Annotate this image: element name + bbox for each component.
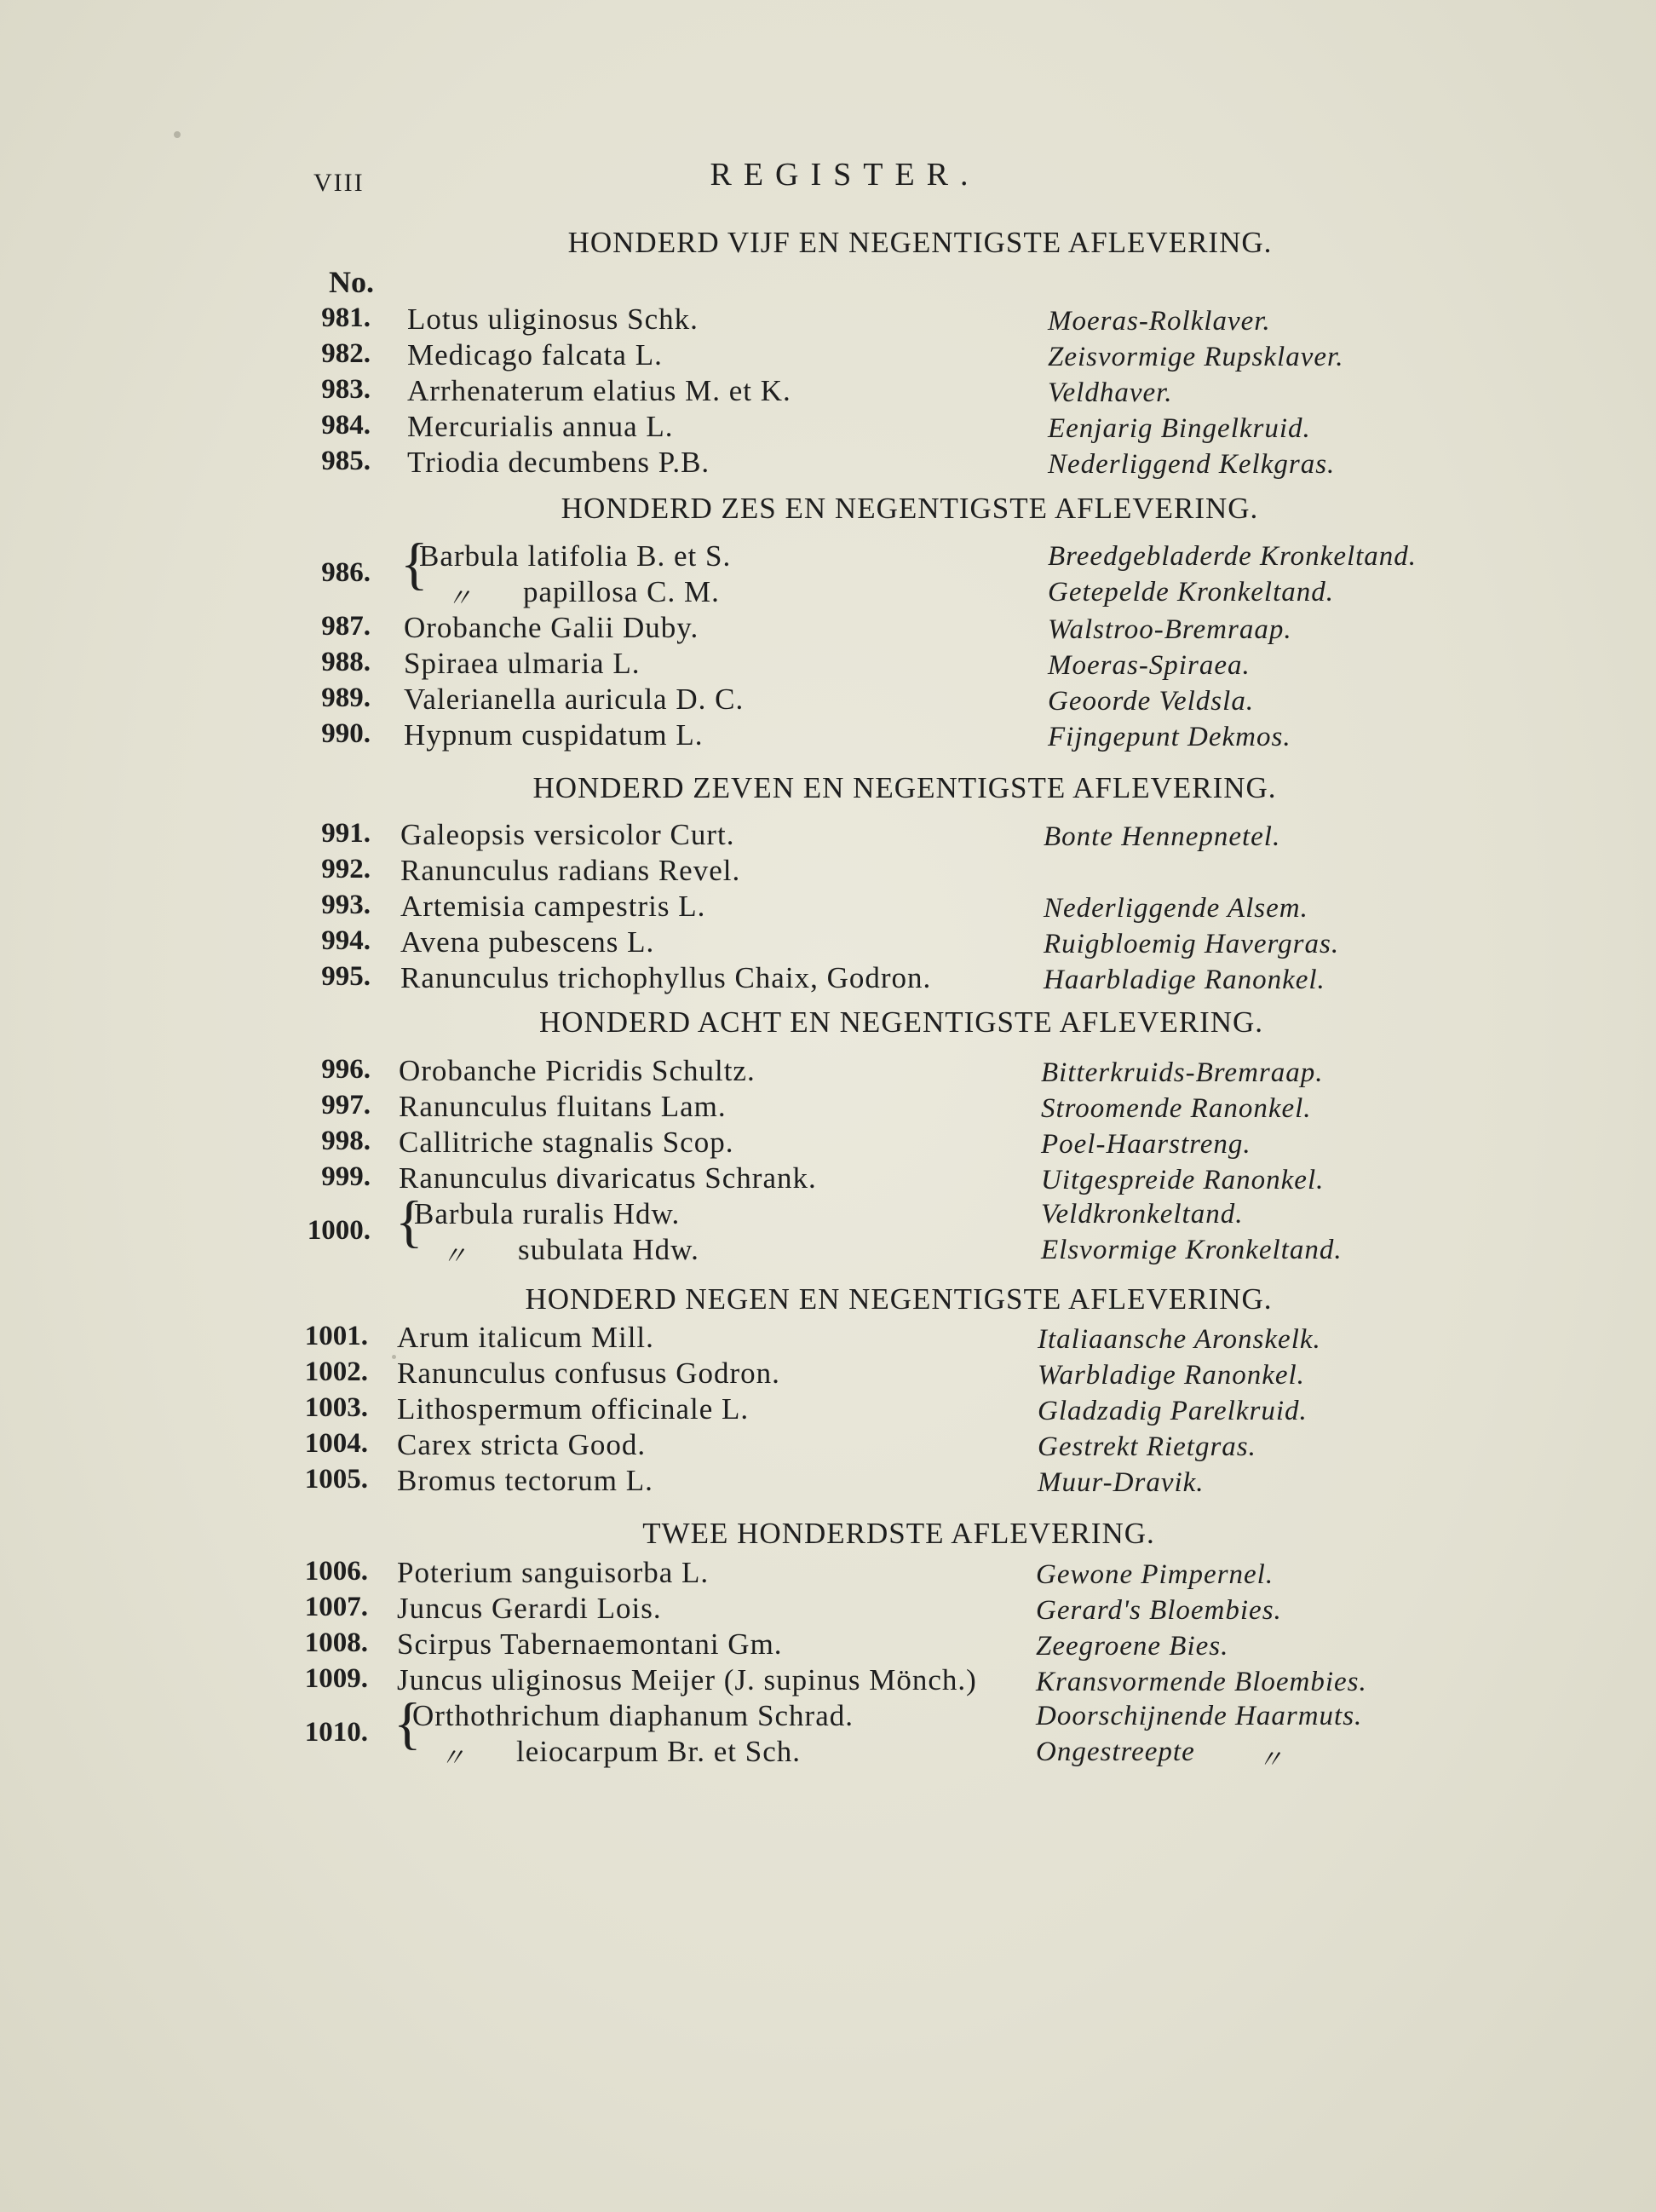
entry-number: 985. bbox=[321, 446, 371, 476]
latin-name: Galeopsis versicolor Curt. bbox=[400, 818, 735, 851]
dutch-name: Ongestreepte bbox=[1036, 1737, 1195, 1767]
latin-name: Ranunculus radians Revel. bbox=[400, 854, 741, 887]
entry-number: 998. bbox=[321, 1126, 371, 1156]
dutch-name: Kransvormende Bloembies. bbox=[1036, 1667, 1367, 1697]
entry-number: 988. bbox=[321, 647, 371, 677]
entry-number: 1007. bbox=[304, 1592, 368, 1622]
dutch-name: Muur-Dravik. bbox=[1038, 1467, 1205, 1498]
entry-number: 1000. bbox=[307, 1215, 371, 1246]
entry-number: 999. bbox=[321, 1161, 371, 1192]
latin-name: Mercurialis annua L. bbox=[407, 410, 674, 443]
dutch-name: Italiaansche Aronskelk. bbox=[1038, 1324, 1321, 1355]
latin-name: Spiraea ulmaria L. bbox=[404, 647, 641, 680]
latin-name: Bromus tectorum L. bbox=[397, 1464, 653, 1497]
latin-name: leiocarpum Br. et Sch. bbox=[516, 1735, 802, 1768]
latin-name: subulata Hdw. bbox=[518, 1233, 699, 1266]
brace-glyph: { bbox=[394, 1691, 422, 1755]
latin-name: Orobanche Picridis Schultz. bbox=[399, 1054, 756, 1087]
latin-name: Arrhenaterum elatius M. et K. bbox=[407, 374, 791, 407]
section-heading: HONDERD NEGEN EN NEGENTIGSTE AFLEVERING. bbox=[525, 1282, 1273, 1316]
latin-name: Juncus uliginosus Meijer (J. supinus Mönch.) bbox=[397, 1663, 977, 1696]
paper-speck bbox=[392, 1355, 396, 1359]
dutch-name: Gewone Pimpernel. bbox=[1036, 1559, 1274, 1590]
brace-glyph: { bbox=[400, 531, 428, 596]
latin-name: Ranunculus divaricatus Schrank. bbox=[399, 1161, 817, 1195]
entry-number: 986. bbox=[321, 557, 371, 588]
number-column-label: No. bbox=[329, 265, 374, 299]
entry-number: 992. bbox=[321, 854, 371, 884]
latin-name: Hypnum cuspidatum L. bbox=[404, 718, 704, 752]
entry-number: 990. bbox=[321, 718, 371, 749]
entry-number: 993. bbox=[321, 890, 371, 920]
entry-number: 996. bbox=[321, 1054, 371, 1085]
ditto-mark: 〃 bbox=[446, 585, 472, 613]
dutch-name: Stroomende Ranonkel. bbox=[1041, 1093, 1312, 1124]
latin-name: Barbula ruralis Hdw. bbox=[414, 1197, 681, 1230]
entry-number: 989. bbox=[321, 683, 371, 713]
dutch-name: Bonte Hennepnetel. bbox=[1044, 821, 1281, 852]
entry-number: 1008. bbox=[304, 1627, 368, 1658]
dutch-name: Warbladige Ranonkel. bbox=[1038, 1360, 1305, 1391]
brace-glyph: { bbox=[395, 1189, 423, 1253]
dutch-name: Uitgespreide Ranonkel. bbox=[1041, 1165, 1325, 1195]
latin-name: Ranunculus trichophyllus Chaix, Godron. bbox=[400, 961, 932, 994]
dutch-name: Nederliggend Kelkgras. bbox=[1048, 449, 1336, 480]
latin-name: Valerianella auricula D. C. bbox=[404, 683, 745, 716]
entry-number: 1004. bbox=[304, 1428, 368, 1459]
entry-number: 1006. bbox=[304, 1556, 368, 1587]
dutch-name: Veldhaver. bbox=[1048, 377, 1173, 408]
dutch-name: Eenjarig Bingelkruid. bbox=[1048, 413, 1311, 444]
entry-number: 994. bbox=[321, 925, 371, 956]
latin-name: papillosa C. M. bbox=[523, 575, 720, 608]
entry-number: 997. bbox=[321, 1090, 371, 1120]
dutch-name: Bitterkruids-Bremraap. bbox=[1041, 1057, 1324, 1088]
latin-name: Barbula latifolia B. et S. bbox=[419, 539, 732, 573]
dutch-name: Zeegroene Bies. bbox=[1036, 1631, 1229, 1662]
dutch-name: Breedgebladerde Kronkeltand. bbox=[1048, 541, 1417, 572]
entry-number: 1005. bbox=[304, 1464, 368, 1495]
ditto-mark: 〃 bbox=[440, 1744, 465, 1772]
latin-name: Artemisia campestris L. bbox=[400, 890, 706, 923]
entry-number: 1001. bbox=[304, 1321, 368, 1351]
folio-number: VIII bbox=[313, 169, 365, 197]
latin-name: Ranunculus fluitans Lam. bbox=[399, 1090, 727, 1123]
entry-number: 1003. bbox=[304, 1392, 368, 1423]
latin-name: Juncus Gerardi Lois. bbox=[397, 1592, 662, 1625]
latin-name: Ranunculus confusus Godron. bbox=[397, 1357, 780, 1390]
latin-name: Carex stricta Good. bbox=[397, 1428, 647, 1461]
dutch-name: Geoorde Veldsla. bbox=[1048, 686, 1255, 717]
section-heading: HONDERD ZES EN NEGENTIGSTE AFLEVERING. bbox=[561, 492, 1259, 525]
latin-name: Scirpus Tabernaemontani Gm. bbox=[397, 1627, 783, 1661]
section-heading: HONDERD ZEVEN EN NEGENTIGSTE AFLEVERING. bbox=[532, 771, 1277, 804]
dutch-name: Fijngepunt Dekmos. bbox=[1048, 722, 1291, 752]
dutch-name: Getepelde Kronkeltand. bbox=[1048, 577, 1335, 608]
ditto-mark: 〃 bbox=[441, 1242, 467, 1270]
entry-number: 984. bbox=[321, 410, 371, 441]
latin-name: Callitriche stagnalis Scop. bbox=[399, 1126, 734, 1159]
entry-number: 982. bbox=[321, 338, 371, 369]
latin-name: Triodia decumbens P.B. bbox=[407, 446, 710, 479]
section-heading: TWEE HONDERDSTE AFLEVERING. bbox=[642, 1517, 1155, 1550]
latin-name: Medicago falcata L. bbox=[407, 338, 663, 372]
running-title: REGISTER. bbox=[710, 157, 980, 193]
entry-number: 987. bbox=[321, 611, 371, 642]
dutch-name: Veldkronkeltand. bbox=[1041, 1199, 1244, 1230]
section-heading: HONDERD ACHT EN NEGENTIGSTE AFLEVERING. bbox=[538, 1005, 1264, 1039]
dutch-name: Nederliggende Alsem. bbox=[1044, 893, 1308, 924]
dutch-name: Poel-Haarstreng. bbox=[1041, 1129, 1251, 1160]
dutch-name: Zeisvormige Rupsklaver. bbox=[1048, 342, 1344, 372]
dutch-name: Elsvormige Kronkeltand. bbox=[1041, 1235, 1343, 1265]
entry-number: 1002. bbox=[304, 1357, 368, 1387]
dutch-name: Doorschijnende Haarmuts. bbox=[1036, 1701, 1363, 1731]
latin-name: Avena pubescens L. bbox=[400, 925, 655, 959]
dutch-name: Walstroo-Bremraap. bbox=[1048, 614, 1292, 645]
dutch-name: Ruigbloemig Havergras. bbox=[1044, 929, 1340, 959]
entry-number: 991. bbox=[321, 818, 371, 849]
ditto-mark: 〃 bbox=[1257, 1746, 1283, 1774]
entry-number: 981. bbox=[321, 302, 371, 333]
entry-number: 1010. bbox=[304, 1717, 368, 1748]
dutch-name: Moeras-Spiraea. bbox=[1048, 650, 1251, 681]
entry-number: 1009. bbox=[304, 1663, 368, 1694]
dutch-name: Haarbladige Ranonkel. bbox=[1044, 965, 1325, 995]
latin-name: Orobanche Galii Duby. bbox=[404, 611, 699, 644]
entry-number: 995. bbox=[321, 961, 371, 992]
latin-name: Poterium sanguisorba L. bbox=[397, 1556, 710, 1589]
dutch-name: Gestrekt Rietgras. bbox=[1038, 1431, 1256, 1462]
paper-speck bbox=[174, 131, 181, 138]
latin-name: Arum italicum Mill. bbox=[397, 1321, 654, 1354]
dutch-name: Moeras-Rolklaver. bbox=[1048, 306, 1271, 337]
section-heading: HONDERD VIJF EN NEGENTIGSTE AFLEVERING. bbox=[567, 226, 1273, 259]
latin-name: Lotus uliginosus Schk. bbox=[407, 302, 699, 336]
dutch-name: Gerard's Bloembies. bbox=[1036, 1595, 1282, 1626]
latin-name: Lithospermum officinale L. bbox=[397, 1392, 750, 1426]
latin-name: Orthothrichum diaphanum Schrad. bbox=[412, 1699, 854, 1732]
dutch-name: Gladzadig Parelkruid. bbox=[1038, 1396, 1308, 1426]
entry-number: 983. bbox=[321, 374, 371, 405]
